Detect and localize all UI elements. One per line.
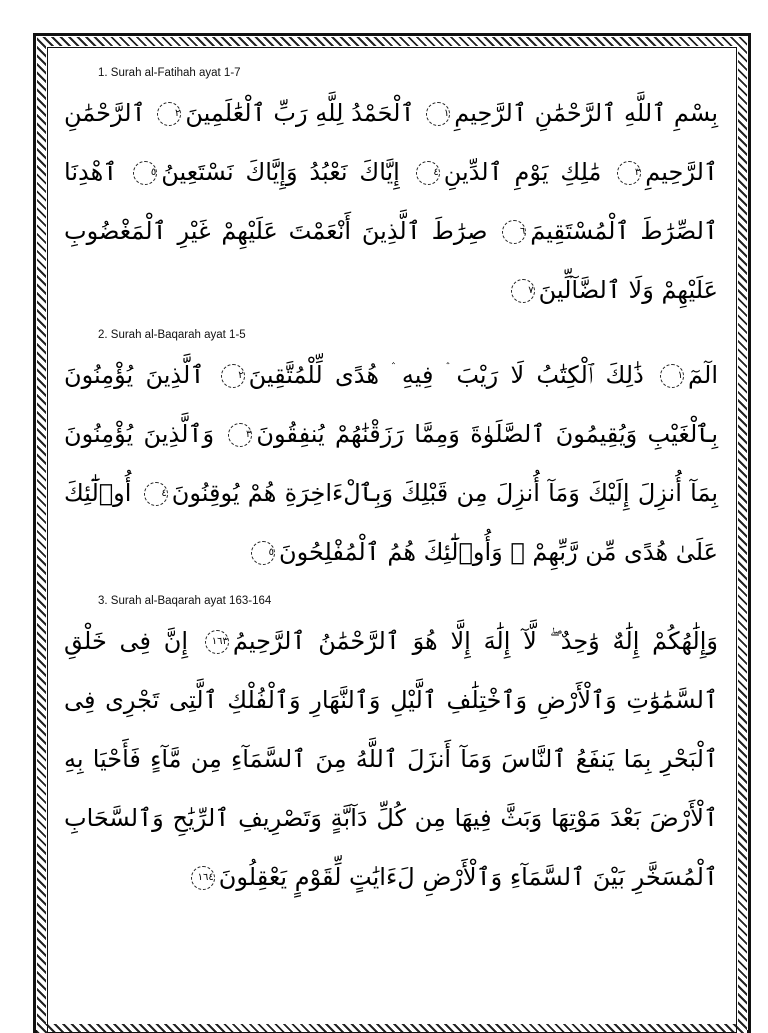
ayah-text: ذَٰلِكَ ٱلْكِتَٰبُ لَا رَيْبَ ۛ فِيهِ ۛ هُدًى لِّلْمُتَّقِينَ [248,361,644,389]
ayah-text: بِسْمِ ٱللَّهِ ٱلرَّحْمَٰنِ ٱلرَّحِيمِ [454,99,718,127]
ayah-text: ٱهْدِنَا ٱلصِّرَٰطَ ٱلْمُسْتَقِيمَ [64,158,718,245]
ayah-end-marker: ٦ [502,220,526,244]
ayah-text: ٱلْحَمْدُ لِلَّهِ رَبِّ ٱلْعَٰلَمِينَ [185,99,415,127]
ayat-text [64,346,718,582]
ayah-text: صِرَٰطَ ٱلَّذِينَ أَنْعَمْتَ عَلَيْهِمْ غَيْرِ ٱلْمَغْضُوبِ عَلَيْهِمْ وَلَا ٱلضَّآلِّينَ [64,217,718,304]
ayah-text: إِيَّاكَ نَعْبُدُ وَإِيَّاكَ نَسْتَعِينُ [161,158,400,186]
section-al-baqarah-1-5 [60,324,724,582]
ayah-text: ٱلرَّحْمَٰنِ ٱلرَّحِيمِ [64,99,718,186]
ayah-end-marker: ٤ [144,482,168,506]
ayah-end-marker: ٧ [511,279,535,303]
ayah-end-marker: ١ [426,102,450,126]
ayah-end-marker: ١٦٣ [205,630,229,654]
ayah-end-marker: ١٦٤ [191,866,215,890]
section-al-baqarah-163-164 [60,590,724,907]
ayah-end-marker: ٣ [617,161,641,185]
ayah-text: وَإِلَٰهُكُمْ إِلَٰهٌ وَٰحِدٌ ۖ لَّآ إِلَٰهَ إِلَّا هُوَ ٱلرَّحْمَٰنُ ٱلرَّحِيمُ [232,627,718,655]
ayah-end-marker: ٢ [221,364,245,388]
ayah-text: ٱلَّذِينَ يُؤْمِنُونَ بِٱلْغَيْبِ وَيُقِيمُونَ ٱلصَّلَوٰةَ وَمِمَّا رَزَقْنَٰهُمْ يُنفِقُونَ [64,361,718,448]
ayah-end-marker: ٢ [157,102,181,126]
ayat-text [64,84,718,320]
section-al-fatihah [60,62,724,320]
document-content [60,60,724,907]
ayah-text: الٓمٓ [688,361,718,389]
ayah-end-marker: ٥ [133,161,157,185]
ayah-text: أُو۟لَٰٓئِكَ عَلَىٰ هُدًى مِّن رَّبِّهِمْ ۖ وَأُو۟لَٰٓئِكَ هُمُ ٱلْمُفْلِحُونَ [64,479,718,566]
section-heading: 1. Surah al-Fatihah ayat 1-7 [98,67,241,79]
ayah-text: مَٰلِكِ يَوْمِ ٱلدِّينِ [443,158,602,186]
ayah-text: وَٱلَّذِينَ يُؤْمِنُونَ بِمَآ أُنزِلَ إِلَيْكَ وَمَآ أُنزِلَ مِن قَبْلِكَ وَبِٱلْءَاخِرَةِ هُمْ يُوقِنُونَ [64,420,718,507]
section-heading: 2. Surah al-Baqarah ayat 1-5 [98,329,246,341]
ayah-end-marker: ٤ [416,161,440,185]
ayah-end-marker: ٥ [251,541,275,565]
ayah-end-marker: ٣ [228,423,252,447]
section-heading: 3. Surah al-Baqarah ayat 163-164 [98,595,272,607]
ayah-end-marker: ١ [660,364,684,388]
ayat-text [64,612,718,907]
ayah-text: إِنَّ فِى خَلْقِ ٱلسَّمَٰوَٰتِ وَٱلْأَرْضِ وَٱخْتِلَٰفِ ٱلَّيْلِ وَٱلنَّهَارِ وَٱلْفُلْكِ ٱلَّتِى تَجْرِى فِى ٱلْبَحْرِ بِمَا يَنفَعُ ٱلنَّاسَ وَمَآ أَنزَلَ ٱللَّهُ مِنَ ٱلسَّمَآءِ مِن مَّآءٍ فَأَحْيَا بِهِ ٱلْأَرْضَ بَعْدَ مَوْتِهَا وَبَثَّ فِيهَا مِن كُلِّ دَآبَّةٍ وَتَصْرِيفِ ٱلرِّيَٰحِ وَٱلسَّحَابِ ٱلْمُسَخَّرِ بَيْنَ ٱلسَّمَآءِ وَٱلْأَرْضِ لَءَايَٰتٍ لِّقَوْمٍ يَعْقِلُونَ [64,627,718,891]
